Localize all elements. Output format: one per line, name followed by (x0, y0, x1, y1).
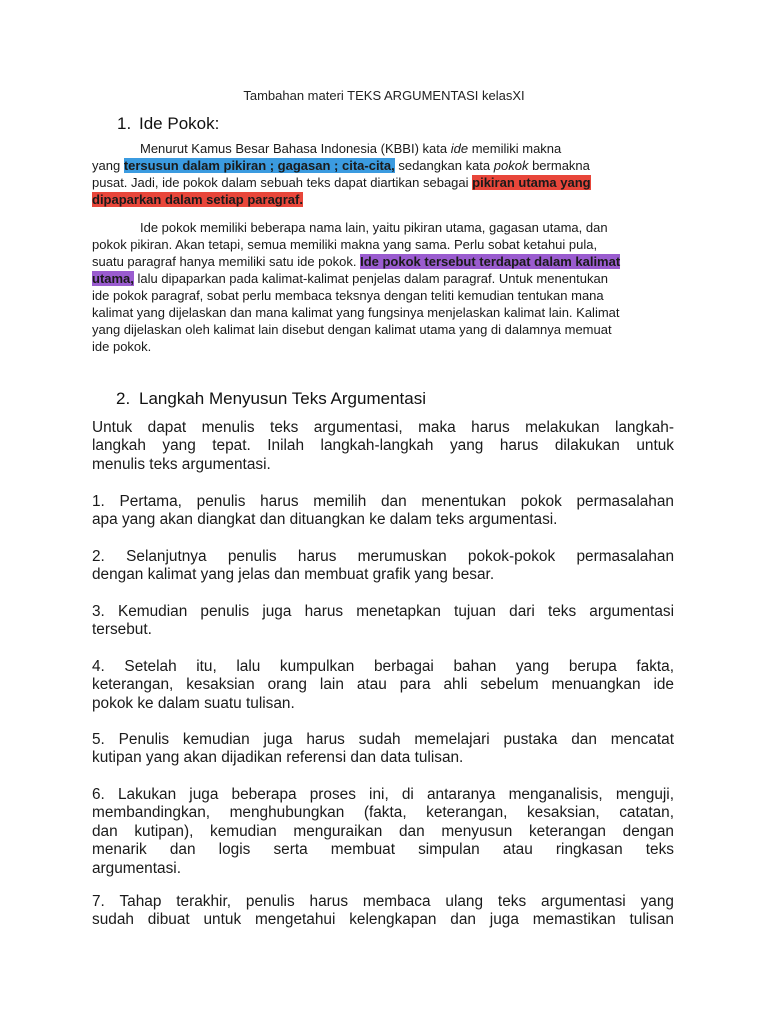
highlight-blue: tersusun dalam pikiran ; gagasan ; cita-cita, (123, 158, 395, 173)
text-line: pokok ke dalam suatu tulisan. (92, 694, 295, 712)
section-2-intro (92, 419, 674, 474)
text-line: dengan kalimat yang jelas dan membuat grafik yang besar. (92, 566, 495, 584)
text-line: 5. Penulis kemudian juga harus sudah memelajari pustaka dan mencatat (92, 731, 674, 748)
step-3 (92, 603, 674, 640)
text-line: 4. Setelah itu, lalu kumpulkan berbagai bahan yang berupa fakta, (92, 658, 674, 675)
text-line: Menurut Kamus Besar Bahasa Indonesia (KBBI) kata ide memiliki makna (140, 141, 562, 156)
section-2-number: 2. (116, 389, 131, 408)
text-line: keterangan, kesaksian orang lain atau para ahli sebelum menuangkan ide (92, 676, 674, 694)
section-2-heading (116, 388, 426, 410)
step-5 (92, 731, 674, 768)
section-2-heading-text: Langkah Menyusun Teks Argumentasi (139, 389, 426, 408)
section-1-number: 1. (117, 114, 132, 133)
section-1-paragraph-1 (92, 140, 668, 208)
text-line: pusat. Jadi, ide pokok dalam sebuah teks dapat diartikan sebagai pikiran utama yang (92, 175, 591, 190)
text-line: tersebut. (92, 621, 152, 639)
section-1-heading (117, 113, 219, 135)
text-line: kalimat yang dijelaskan dan mana kalimat yang fungsinya menjelaskan kalimat lain. Kalimat (92, 305, 620, 320)
text-line: menarik dan logis serta membuat simpulan atau ringkasan teks (92, 841, 674, 859)
step-4 (92, 658, 674, 713)
text-line: 2. Selanjutnya penulis harus merumuskan pokok-pokok permasalahan (92, 548, 674, 565)
text-line (92, 191, 668, 208)
text-line: 3. Kemudian penulis juga harus menetapkan tujuan dari teks argumentasi (92, 603, 674, 620)
text-line: yang dijelaskan oleh kalimat lain disebut dengan kalimat utama yang di dalamnya memuat (92, 322, 612, 337)
text-line: sudah dibuat untuk mengetahui kelengkapan dan juga memastikan tulisan (92, 911, 674, 929)
text-line: suatu paragraf hanya memiliki satu ide pokok. Ide pokok tersebut terdapat dalam kalimat (92, 254, 621, 269)
text-line: ide pokok. (92, 339, 152, 354)
highlight-purple: Ide pokok tersebut terdapat dalam kalimat (360, 254, 621, 269)
text-line: utama, lalu dipaparkan pada kalimat-kalimat penjelas dalam paragraf. Untuk menentukan (92, 271, 608, 286)
text-line: ide pokok paragraf, sobat perlu membaca teksnya dengan teliti kemudian tentukan mana (92, 288, 604, 303)
section-1-paragraph-2 (92, 219, 668, 355)
text-line: membandingkan, menghubungkan (fakta, keterangan, kesaksian, catatan, (92, 804, 674, 822)
step-7 (92, 893, 674, 930)
text-line: apa yang akan diangkat dan dituangkan ke dalam teks argumentasi. (92, 511, 558, 529)
text-line: Untuk dapat menulis teks argumentasi, maka harus melakukan langkah- (92, 419, 674, 436)
section-1-heading-text: Ide Pokok: (139, 114, 220, 133)
text-line: yang tersusun dalam pikiran ; gagasan ; cita-cita, sedangkan kata pokok bermakna (92, 158, 590, 173)
text-line: Ide pokok memiliki beberapa nama lain, yaitu pikiran utama, gagasan utama, dan (140, 220, 608, 235)
step-1 (92, 493, 674, 530)
text-line: pokok pikiran. Akan tetapi, semua memiliki makna yang sama. Perlu sobat ketahui pula, (92, 237, 598, 252)
text-line: menulis teks argumentasi. (92, 455, 271, 473)
text-line: dan kutipan), kemudian menguraikan dan menyusun keterangan dengan (92, 822, 674, 840)
step-6 (92, 786, 674, 878)
step-2 (92, 548, 674, 585)
text-line: langkah yang tepat. Inilah langkah-langkah yang harus dilakukan untuk (92, 437, 674, 455)
highlight-red: dipaparkan dalam setiap paragraf. (92, 192, 303, 207)
text-line: 7. Tahap terakhir, penulis harus membaca ulang teks argumentasi yang (92, 893, 674, 910)
highlight-purple: utama, (92, 271, 134, 286)
highlight-red: pikiran utama yang (472, 175, 591, 190)
text-line: kutipan yang akan dijadikan referensi dan data tulisan. (92, 749, 464, 767)
text-line: 6. Lakukan juga beberapa proses ini, di antaranya menganalisis, menguji, (92, 786, 674, 803)
document-title: Tambahan materi TEKS ARGUMENTASI kelasXI (243, 88, 525, 103)
text-line: 1. Pertama, penulis harus memilih dan menentukan pokok permasalahan (92, 493, 674, 510)
text-line: argumentasi. (92, 859, 181, 877)
